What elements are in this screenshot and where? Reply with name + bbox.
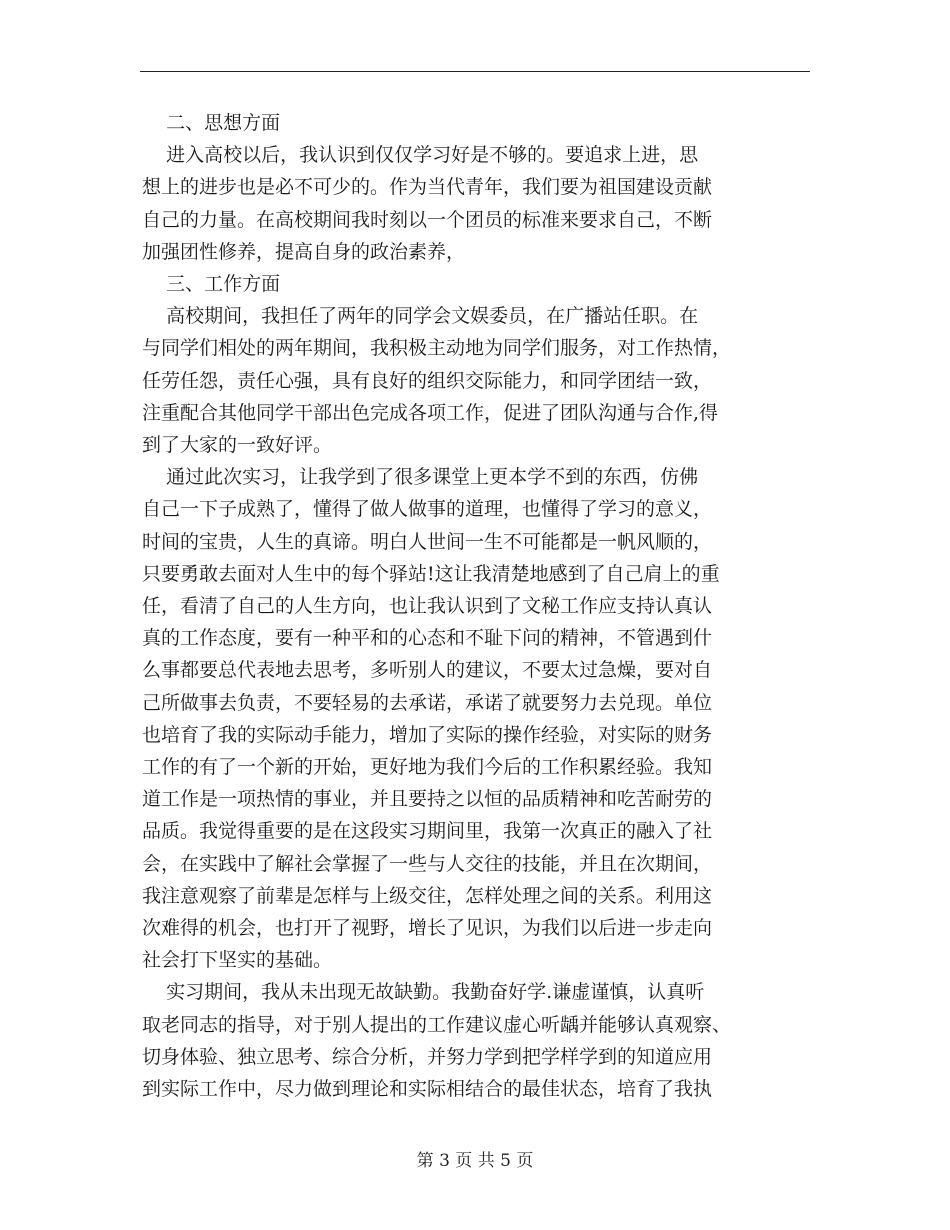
- line-21: 工作的有了一个新的开始，更好地为我们今后的工作积累经验。我知: [142, 756, 713, 779]
- header-rule: [140, 71, 810, 72]
- line-7: 高校期间，我担任了两年的同学会文娱委员，在广播站任职。在: [142, 305, 699, 328]
- line-22: 道工作是一项热情的事业，并且要持之以恒的品质精神和吃苦耐劳的: [142, 788, 713, 811]
- line-20: 也培育了我的实际动手能力，增加了实际的操作经验，对实际的财务: [142, 723, 713, 746]
- line-25: 我注意观察了前辈是怎样与上级交往，怎样处理之间的关系。利用这: [142, 884, 713, 907]
- line-31: 到实际工作中，尽力做到理论和实际相结合的最佳状态，培育了我执: [142, 1078, 713, 1101]
- line-29: 取老同志的指导，对于别人提出的工作建议虚心听龋并能够认真观察、: [142, 1013, 732, 1036]
- page-footer: [0, 1149, 950, 1173]
- line-16: 任，看清了自己的人生方向，也让我认识到了文秘工作应支持认真认: [142, 595, 713, 618]
- document-body: [142, 107, 812, 1105]
- line-13: 自己一下子成熟了，懂得了做人做事的道理，也懂得了学习的意义，: [142, 498, 713, 521]
- line-24: 会，在实践中了解社会掌握了一些与人交往的技能，并且在次期间，: [142, 852, 713, 875]
- line-10: 注重配合其他同学干部出色完成各项工作，促进了团队沟通与合作,得: [142, 401, 719, 424]
- line-1: 二、思想方面: [142, 112, 281, 134]
- line-27: 社会打下坚实的基础。: [142, 949, 333, 972]
- line-9: 任劳任怨，责任心强，具有良好的组织交际能力，和同学团结一致，: [142, 369, 713, 392]
- line-23: 品质。我觉得重要的是在这段实习期间里，我第一次真正的融入了社: [142, 820, 713, 843]
- line-17: 真的工作态度，要有一种平和的心态和不耻下问的精神，不管遇到什: [142, 627, 713, 650]
- line-12: 通过此次实习，让我学到了很多课堂上更本学不到的东西，仿佛: [142, 466, 699, 489]
- line-18: 么事都要总代表地去思考，多听别人的建议，不要太过急燥，要对自: [142, 659, 713, 682]
- line-26: 次难得的机会，也打开了视野，增长了见识，为我们以后进一步走向: [142, 917, 713, 940]
- line-5: 加强团性修养，提高自身的政治素养，: [142, 240, 466, 263]
- line-8: 与同学们相处的两年期间，我积极主动地为同学们服务，对工作热情，: [142, 337, 732, 360]
- page-number: 第 3 页 共 5 页: [416, 1151, 534, 1171]
- line-2: 进入高校以后，我认识到仅仅学习好是不够的。要追求上进，思: [142, 144, 699, 167]
- line-3: 想上的进步也是必不可少的。作为当代青年，我们要为祖国建设贡献: [142, 176, 713, 199]
- line-15: 只要勇敢去面对人生中的每个驿站!这让我清楚地感到了自己肩上的重: [142, 562, 720, 585]
- line-14: 时间的宝贵，人生的真谛。明白人世间一生不可能都是一帆风顺的，: [142, 530, 713, 553]
- line-28: 实习期间，我从未出现无故缺勤。我勤奋好学.谦虚谨慎，认真听: [142, 981, 705, 1004]
- line-4: 自己的力量。在高校期间我时刻以一个团员的标准来要求自己，不断: [142, 208, 713, 231]
- line-11: 到了大家的一致好评。: [142, 434, 333, 457]
- line-6: 三、工作方面: [142, 273, 281, 296]
- line-19: 己所做事去负责，不要轻易的去承诺，承诺了就要努力去兑现。单位: [142, 691, 713, 714]
- line-30: 切身体验、独立思考、综合分析，并努力学到把学样学到的知道应用: [142, 1045, 713, 1068]
